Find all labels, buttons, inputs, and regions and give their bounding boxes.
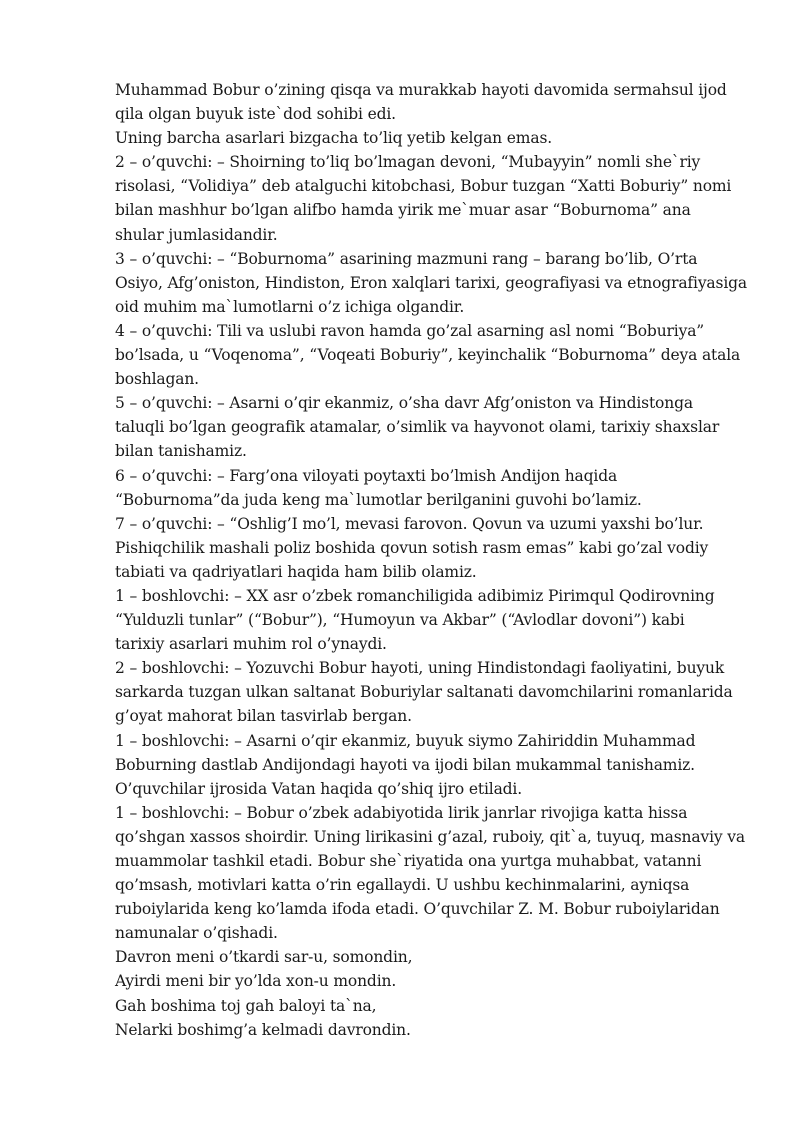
text-line: 5 – o’quvchi: – Asarni o’qir ekanmiz, o’sha davr Afg’oniston va Hindistonga [115, 394, 693, 413]
poem-line: Ayirdi meni bir yo’lda xon-u mondin. [115, 972, 397, 991]
text-line: “Boburnoma”da juda keng ma`lumotlar berilganini guvohi bo’lamiz. [115, 490, 642, 509]
text-line: Osiyo, Afg’oniston, Hindiston, Eron xalqlari tarixi, geografiyasi va etnografiyasiga [115, 273, 747, 292]
text-line: Uning barcha asarlari bizgacha to’liq yetib kelgan emas. [115, 129, 553, 148]
text-line: Pishiqchilik mashali poliz boshida qovun sotish rasm emas” kabi go’zal vodiy [115, 538, 709, 557]
text-line: tarixiy asarlari muhim rol o’ynaydi. [115, 635, 387, 654]
text-line: shular jumlasidandir. [115, 225, 278, 244]
text-line: 4 – o’quvchi: Tili va uslubi ravon hamda go’zal asarning asl nomi “Boburiya” [115, 321, 705, 340]
text-line: 1 – boshlovchi: – Asarni o’qir ekanmiz, buyuk siymo Zahiriddin Muhammad [115, 731, 696, 750]
text-line: 6 – o’quvchi: – Farg’ona viloyati poytaxti bo’lmish Andijon haqida [115, 466, 618, 485]
text-line: 1 – boshlovchi: – Bobur o’zbek adabiyotida lirik janrlar rivojiga katta hissa [115, 803, 688, 822]
text-line: namunalar o’qishadi. [115, 924, 278, 943]
text-line: bo’lsada, u “Voqenoma”, “Voqeati Boburiy”, keyinchalik “Boburnoma” deya atala [115, 346, 741, 365]
text-line: qo’msash, motivlari katta o’rin egallaydi. U ushbu kechinmalarini, ayniqsa [115, 876, 690, 895]
document-page [115, 78, 755, 1042]
text-line: qila olgan buyuk iste`dod sohibi edi. [115, 105, 396, 124]
text-line: oid muhim ma`lumotlarni o’z ichiga olgandir. [115, 297, 465, 316]
text-line: 1 – boshlovchi: – XX asr o’zbek romanchiligida adibimiz Pirimqul Qodirovning [115, 586, 715, 605]
text-line: tabiati va qadriyatlari haqida ham bilib olamiz. [115, 562, 477, 581]
text-line: boshlagan. [115, 370, 199, 389]
text-line: O’quvchilar ijrosida Vatan haqida qo’shiq ijro etiladi. [115, 779, 523, 798]
text-line: “Yulduzli tunlar” (“Bobur”), “Humoyun va Akbar” (“Avlodlar dovoni”) kabi [115, 611, 685, 630]
poem-line: Nelarki boshimg’a kelmadi davrondin. [115, 1020, 411, 1039]
text-line: 7 – o’quvchi: – “Oshlig’I mo’l, mevasi farovon. Qovun va uzumi yaxshi bo’lur. [115, 514, 704, 533]
poem-line: Gah boshima toj gah baloyi ta`na, [115, 996, 377, 1015]
text-line: Boburning dastlab Andijondagi hayoti va ijodi bilan mukammal tanishamiz. [115, 755, 695, 774]
text-line: taluqli bo’lgan geografik atamalar, o’simlik va hayvonot olami, tarixiy shaxslar [115, 418, 720, 437]
text-line: risolasi, “Volidiya” deb atalguchi kitobchasi, Bobur tuzgan “Xatti Boburiy” nomi [115, 177, 732, 196]
text-line: muammolar tashkil etadi. Bobur she`riyatida ona yurtga muhabbat, vatanni [115, 852, 702, 870]
text-line: bilan mashhur bo’lgan alifbo hamda yirik me`muar asar “Boburnoma” ana [115, 201, 691, 220]
text-line: g’oyat mahorat bilan tasvirlab bergan. [115, 707, 412, 726]
text-line: 2 – o’quvchi: – Shoirning to’liq bo’lmagan devoni, “Mubayyin” nomli she`riy [115, 153, 701, 172]
text-line: 3 – o’quvchi: – “Boburnoma” asarining mazmuni rang – barang bo’lib, O’rta [115, 249, 698, 268]
text-line: sarkarda tuzgan ulkan saltanat Boburiylar saltanati davomchilarini romanlarida [115, 683, 733, 702]
text-line: 2 – boshlovchi: – Yozuvchi Bobur hayoti, uning Hindistondagi faoliyatini, buyuk [115, 659, 725, 678]
text-line: ruboiylarida keng ko’lamda ifoda etadi. O’quvchilar Z. M. Bobur ruboiylaridan [115, 900, 720, 919]
text-line: qo’shgan xassos shoirdir. Uning lirikasini g’azal, ruboiy, qit`a, tuyuq, masnaviy va [115, 827, 745, 846]
poem-line: Davron meni o’tkardi sar-u, somondin, [115, 948, 413, 967]
text-line: Muhammad Bobur o’zining qisqa va murakkab hayoti davomida sermahsul ijod [115, 81, 727, 99]
text-line: bilan tanishamiz. [115, 442, 247, 461]
